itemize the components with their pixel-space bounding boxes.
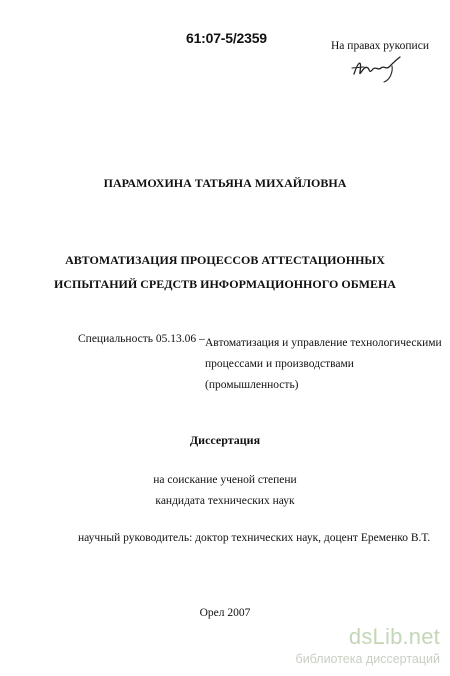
specialty-label: Специальность 05.13.06 – — [78, 333, 205, 345]
document-type: Диссертация — [189, 433, 261, 447]
specialty-desc-line-2: процессами и производствами — [205, 358, 354, 370]
degree-line-2: кандидата технических наук — [155, 495, 295, 507]
title-line-1: АВТОМАТИЗАЦИЯ ПРОЦЕССОВ АТТЕСТАЦИОННЫХ — [65, 253, 385, 267]
library-call-number: 61:07-5/2359 — [186, 30, 267, 46]
specialty-desc-line-1: Автоматизация и управление технологическими — [205, 337, 442, 349]
watermark-logo: dsLib.net — [348, 624, 440, 649]
watermark-subtitle: библиотека диссертаций — [295, 652, 440, 666]
title-line-2: ИСПЫТАНИЙ СРЕДСТВ ИНФОРМАЦИОННОГО ОБМЕНА — [54, 277, 396, 291]
degree-statement — [0, 470, 450, 512]
dissertation-title — [0, 248, 450, 296]
place-and-year: Орел 2007 — [199, 607, 251, 619]
watermark — [282, 620, 450, 676]
rights-notice: На правах рукописи — [331, 40, 429, 52]
specialty-description — [205, 333, 442, 396]
author-name: ПАРАМОХИНА ТАТЬЯНА МИХАЙЛОВНА — [103, 176, 347, 190]
supervisor-line: научный руководитель: доктор технических наук, доцент Еременко В.Т. — [78, 532, 431, 544]
handwritten-signature — [348, 54, 408, 84]
specialty-desc-line-3: (промышленность) — [205, 379, 299, 391]
degree-line-1: на соискание ученой степени — [153, 474, 297, 486]
